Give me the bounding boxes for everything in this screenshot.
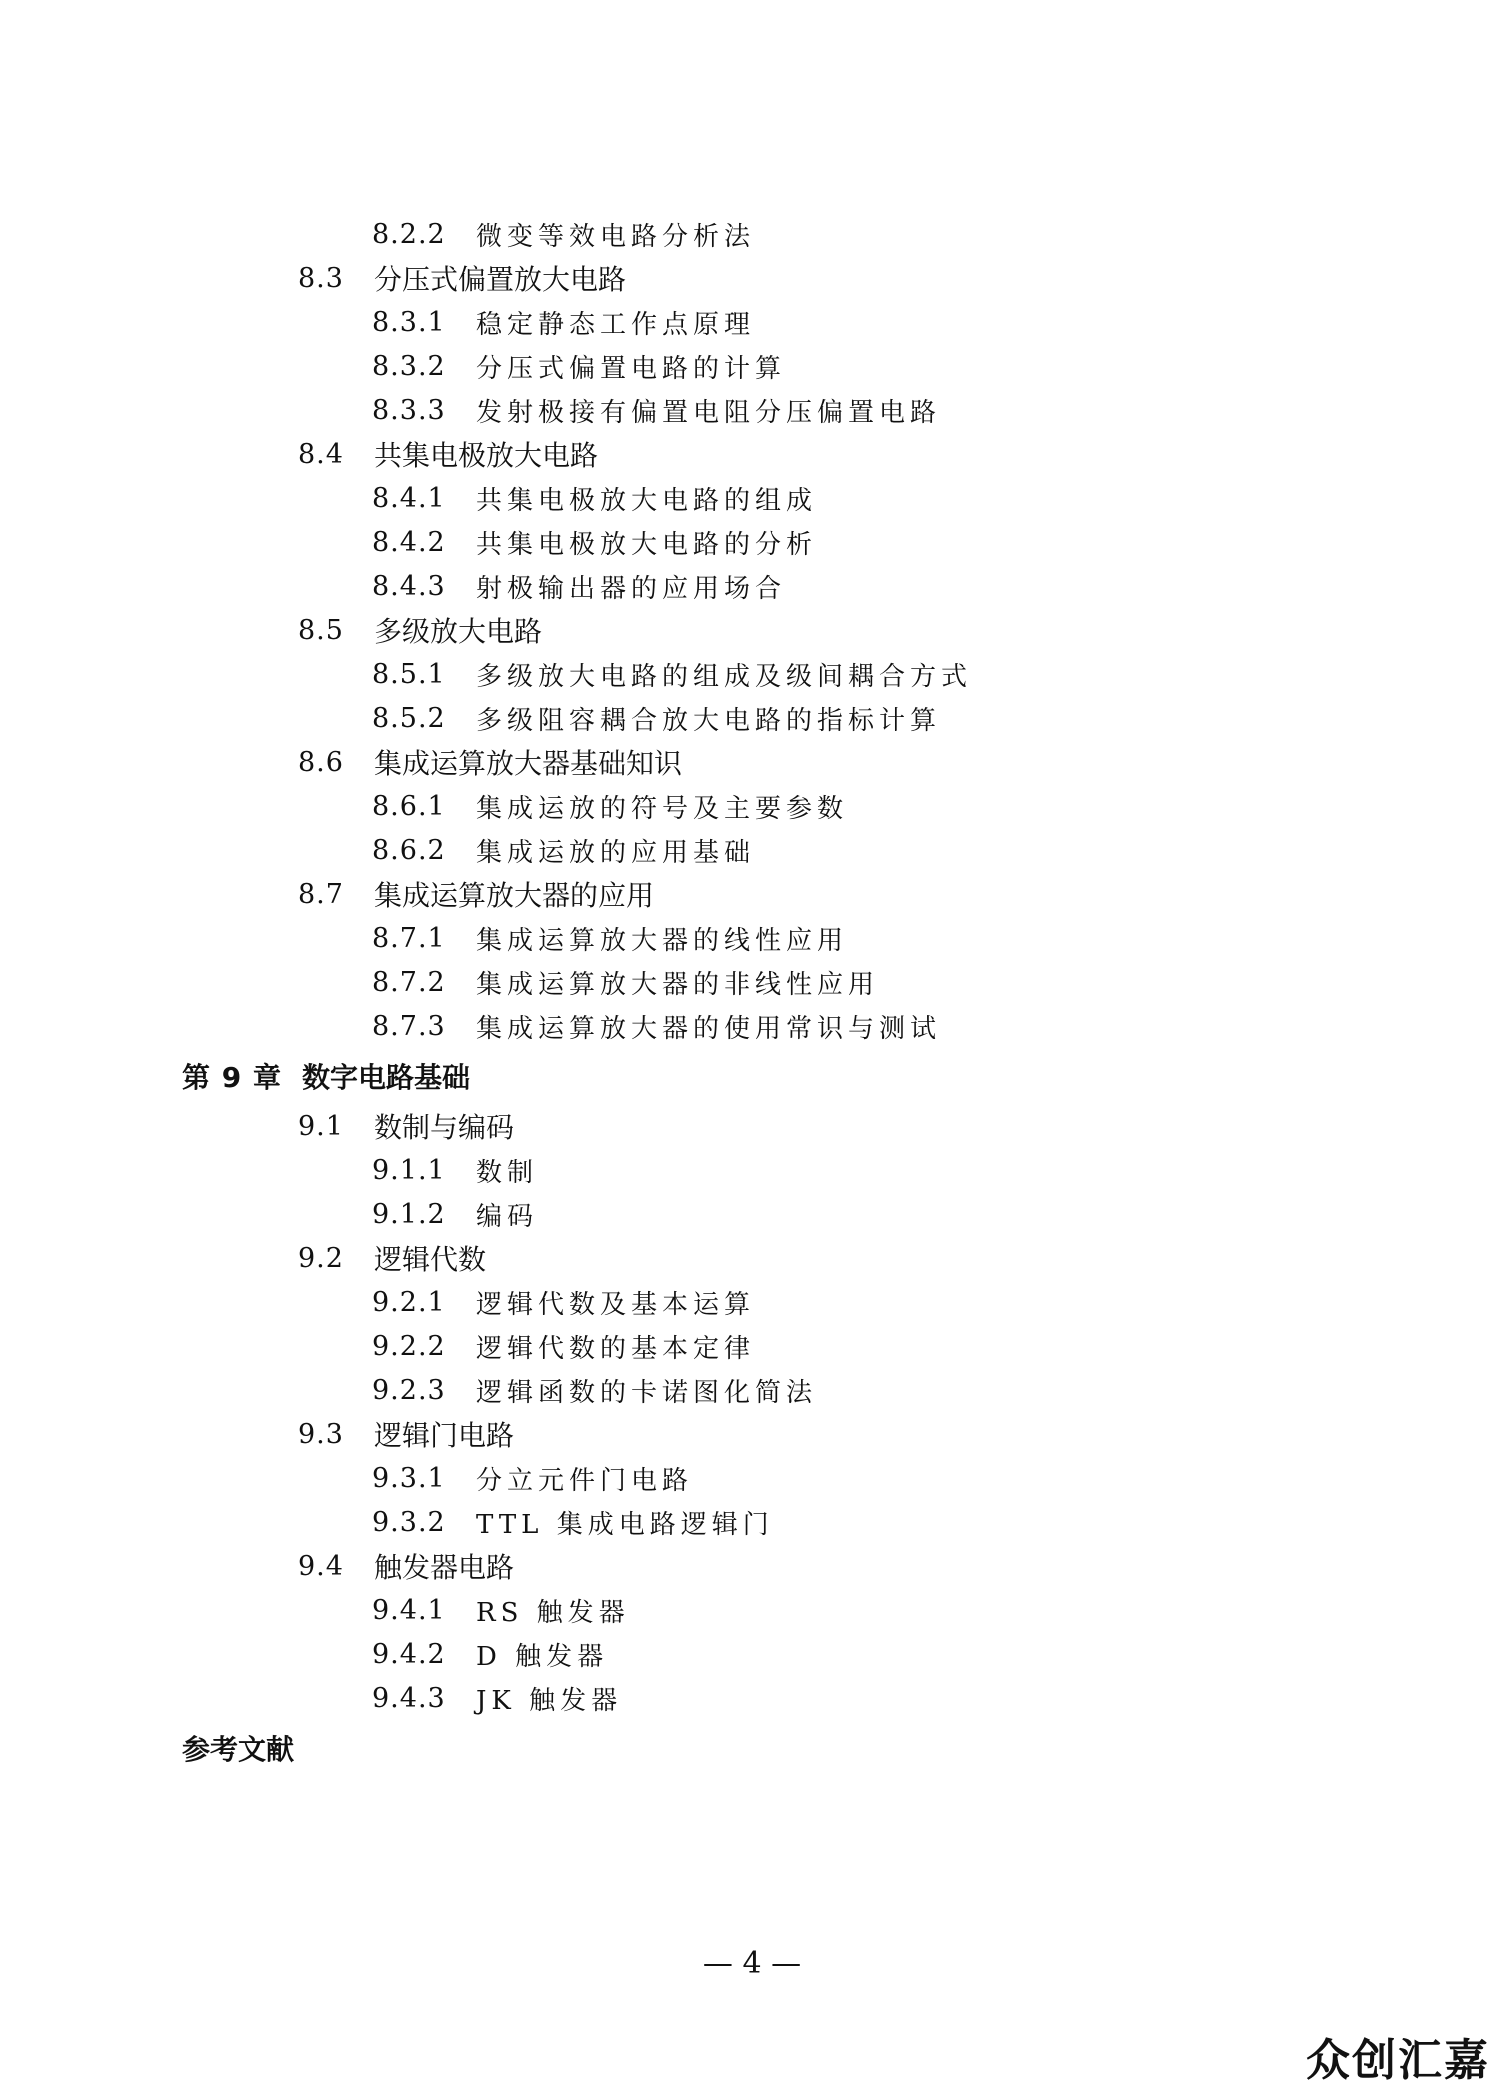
toc-chapter-number: 第 9 章 — [182, 1061, 282, 1094]
toc-number: 8.5 — [298, 614, 344, 646]
toc-title: 多级放大电路 — [374, 615, 543, 648]
toc-title: 集成运算放大器基础知识 — [374, 747, 683, 780]
toc-number: 9.1.2 — [372, 1198, 446, 1230]
toc-title: 共集电极放大电路的分析 — [476, 529, 818, 560]
toc-number: 9.1.1 — [372, 1154, 446, 1186]
toc-number: 9.2 — [298, 1242, 344, 1274]
toc-title: 编码 — [476, 1201, 539, 1232]
toc-chapter-title: 参考文献 — [182, 1733, 295, 1766]
toc-title: 射极输出器的应用场合 — [476, 573, 787, 604]
toc-number: 8.7.2 — [372, 966, 446, 998]
toc-title: 分压式偏置放大电路 — [374, 263, 627, 296]
toc-title: 分压式偏置电路的计算 — [476, 353, 787, 384]
toc-title: 触发器电路 — [374, 1551, 515, 1584]
toc-number: 8.4 — [298, 438, 344, 470]
toc-number: 9.4.3 — [372, 1682, 446, 1714]
toc-number: 8.7 — [298, 878, 344, 910]
toc-number: 9.4.2 — [372, 1638, 446, 1670]
toc-title: JK 触发器 — [476, 1685, 623, 1716]
toc-number: 8.5.2 — [372, 702, 446, 734]
toc-number: 9.4.1 — [372, 1594, 446, 1626]
toc-title: RS 触发器 — [476, 1597, 630, 1628]
toc-title: 集成运算放大器的应用 — [374, 879, 655, 912]
toc-title: 共集电极放大电路 — [374, 439, 599, 472]
toc-title: 多级放大电路的组成及级间耦合方式 — [476, 661, 973, 692]
toc-number: 9.3.1 — [372, 1462, 446, 1494]
toc-title: 集成运放的应用基础 — [476, 837, 756, 868]
toc-number: 8.6.1 — [372, 790, 446, 822]
toc-title: 逻辑门电路 — [374, 1419, 515, 1452]
toc-number: 8.3 — [298, 262, 344, 294]
toc-title: 集成运算放大器的使用常识与测试 — [476, 1013, 942, 1044]
toc-number: 8.4.3 — [372, 570, 446, 602]
toc-number: 8.3.1 — [372, 306, 446, 338]
toc-title: 逻辑代数及基本运算 — [476, 1289, 756, 1320]
toc-title: 逻辑函数的卡诺图化简法 — [476, 1377, 818, 1408]
toc-title: 数制 — [476, 1157, 539, 1188]
toc-number: 8.5.1 — [372, 658, 446, 690]
toc-chapter-title: 数字电路基础 — [302, 1061, 471, 1094]
toc-title: 稳定静态工作点原理 — [476, 309, 756, 340]
toc-number: 9.4 — [298, 1550, 344, 1582]
toc-number: 9.1 — [298, 1110, 344, 1142]
page-number-footer: — 4 — — [702, 1946, 802, 1981]
toc-title: TTL 集成电路逻辑门 — [476, 1509, 774, 1540]
toc-number: 8.7.1 — [372, 922, 446, 954]
toc-number: 9.3.2 — [372, 1506, 446, 1538]
toc-number: 8.4.2 — [372, 526, 446, 558]
toc-title: 发射极接有偏置电阻分压偏置电路 — [476, 397, 942, 428]
toc-number: 8.4.1 — [372, 482, 446, 514]
toc-title: 逻辑代数的基本定律 — [476, 1333, 756, 1364]
watermark-logo: 众创汇嘉 — [1306, 2035, 1490, 2086]
toc-number: 8.6 — [298, 746, 344, 778]
toc-title: 集成运放的符号及主要参数 — [476, 793, 849, 824]
toc-number: 8.2.2 — [372, 218, 446, 250]
toc-number: 9.3 — [298, 1418, 344, 1450]
toc-title: 逻辑代数 — [374, 1243, 487, 1276]
toc-title: 集成运算放大器的非线性应用 — [476, 969, 880, 1000]
toc-title: 共集电极放大电路的组成 — [476, 485, 818, 516]
toc-number: 8.6.2 — [372, 834, 446, 866]
toc-title: 数制与编码 — [374, 1111, 515, 1144]
toc-title: 多级阻容耦合放大电路的指标计算 — [476, 705, 942, 736]
toc-number: 9.2.2 — [372, 1330, 446, 1362]
toc-title: D 触发器 — [476, 1641, 609, 1672]
toc-number: 9.2.1 — [372, 1286, 446, 1318]
toc-number: 8.3.3 — [372, 394, 446, 426]
toc-title: 微变等效电路分析法 — [476, 221, 756, 252]
toc-number: 9.2.3 — [372, 1374, 446, 1406]
toc-title: 分立元件门电路 — [476, 1465, 694, 1496]
toc-number: 8.3.2 — [372, 350, 446, 382]
toc-title: 集成运算放大器的线性应用 — [476, 925, 849, 956]
toc-number: 8.7.3 — [372, 1010, 446, 1042]
